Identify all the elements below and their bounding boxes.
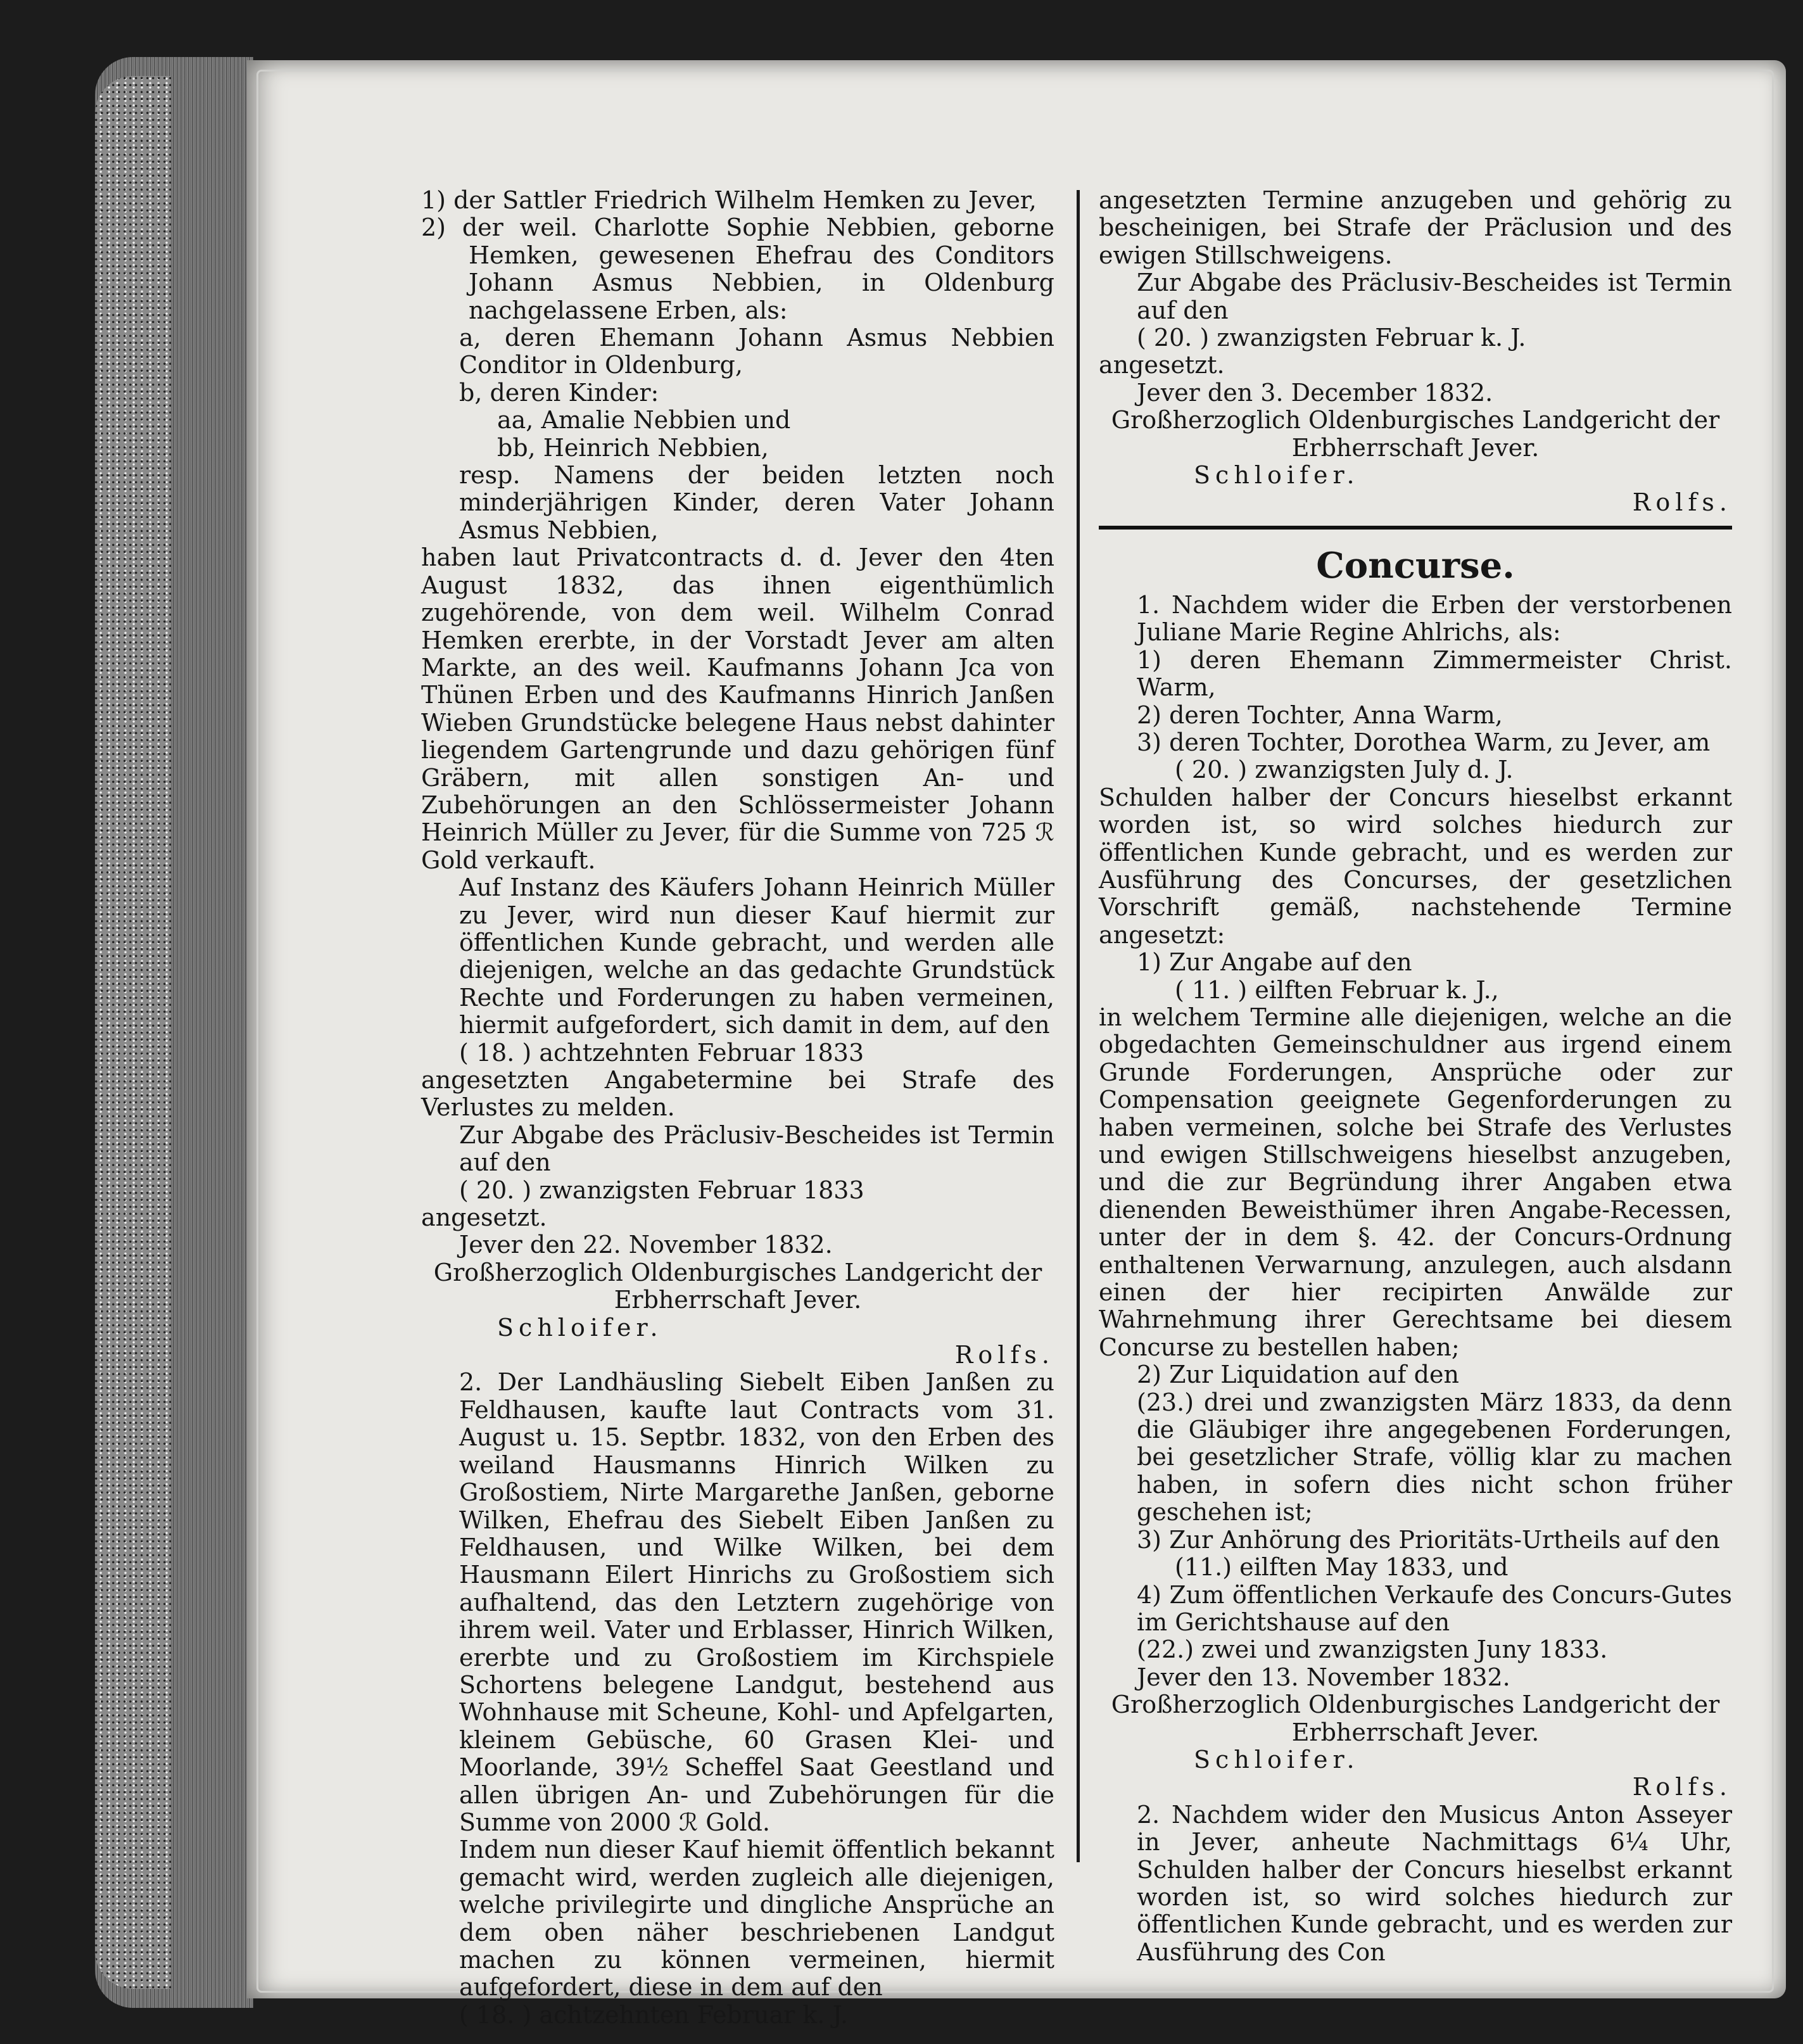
- text-paragraph: in welchem Termine alle diejenigen, welche an die obgedachten Gemeinschuldner aus irgend einem Grunde Forderungen, Ansprüche oder zur Compensation geeignete Gegenforderungen zu haben vermeinen, solche bei Strafe des Verlustes und ewigen Stillschweigens hieselbst anzugeben, und die zur Begründung ihrer Angaben etwa dienenden Beweisthümer ihren Angabe-Recessen, unter der in dem §. 42. der Concurs-Ordnung enthaltenen Verwarnung, anzulegen, auch alsdann einen der hier recipirten Anwälde zur Wahrnehmung ihrer Gerechtsame bei diesem Concurse zu bestellen haben;: [1099, 1003, 1732, 1361]
- text-paragraph: 3) deren Tochter, Dorothea Warm, zu Jever, am: [1137, 728, 1711, 756]
- text-paragraph: (22.) zwei und zwanzigsten Juny 1833.: [1137, 1635, 1608, 1664]
- text-paragraph: ( 18. ) achtzehnten Februar 1833: [459, 1038, 864, 1067]
- text-paragraph: 2. Der Landhäusling Siebelt Eiben Janßen zu Feldhausen, kaufte laut Contracts vom 31. August u. 15. Septbr. 1832, von den Erben des weiland Hausmanns Hinrich Wilken zu Großostiem, Nirte Margarethe Janßen, geborne Wilken, Ehefrau des Siebelt Eiben Janßen zu Feldhausen, und Wilke Wilken, bei dem Hausmann Eilert Hinrichs zu Großostiem sich aufhaltend, das den Letztern zugehörige von ihrem weil. Vater und Erblasser, Hinrich Wilken, ererbte und zu Großostiem im Kirchspiele Schortens belegene Landgut, bestehend aus Wohnhause mit Scheune, Kohl- und Apfelgarten, kleinem Gebüsche, 60 Grasen Klei- und Moorlande, 39½ Scheffel Saat Geestland und allen übrigen An- und Zubehörungen für die Summe von 2000 ℛ Gold.: [459, 1368, 1054, 1836]
- text-paragraph: 2) Zur Liquidation auf den: [1137, 1361, 1459, 1389]
- text-paragraph: Auf Instanz des Käufers Johann Heinrich Müller zu Jever, wird nun dieser Kauf hiermit zur öffentlichen Kunde gebracht, und werden alle diejenigen, welche an das gedachte Grundstück Rechte und Forderungen zu haben vermeinen, hiermit aufgefordert, sich damit in dem, auf den: [459, 873, 1054, 1039]
- right-column-concurse-section: [1099, 592, 1732, 1966]
- text-paragraph: ( 20. ) zwanzigsten Februar 1833: [459, 1176, 864, 1204]
- text-paragraph: Rolfs.: [1632, 488, 1732, 517]
- section-heading: Concurse.: [1316, 544, 1515, 587]
- text-paragraph: ( 20. ) zwanzigsten Februar k. J.: [1137, 324, 1526, 352]
- text-paragraph: angesetzten Angabetermine bei Strafe des Verlustes zu melden.: [421, 1066, 1054, 1122]
- text-paragraph: Schloifer.: [1194, 461, 1360, 490]
- text-paragraph: Indem nun dieser Kauf hiemit öffentlich bekannt gemacht wird, werden zugleich alle diejenigen, welche privilegirte und dingliche Ansprüche an dem oben näher beschriebenen Landgut machen zu können vermeinen, hiermit aufgefordert, diese in dem auf den: [459, 1836, 1054, 2002]
- text-paragraph: Zur Abgabe des Präclusiv-Bescheides ist Termin auf den: [1137, 269, 1732, 324]
- text-paragraph: resp. Namens der beiden letzten noch minderjährigen Kinder, deren Vater Johann Asmus Nebbien,: [459, 461, 1054, 544]
- text-paragraph: 1) der Sattler Friedrich Wilhelm Hemken zu Jever,: [421, 186, 1037, 214]
- text-paragraph: 2) der weil. Charlotte Sophie Nebbien, geborne Hemken, gewesenen Ehefrau des Conditors Johann Asmus Nebbien, in Oldenburg nachgelassene Erben, als:: [421, 213, 1054, 324]
- text-paragraph: ( 20. ) zwanzigsten July d. J.: [1175, 756, 1514, 784]
- text-paragraph: Großherzoglich Oldenburgisches Landgericht der Erbherrschaft Jever.: [1111, 406, 1720, 462]
- text-paragraph: 1. Nachdem wider die Erben der verstorbenen Juliane Marie Regine Ahlrichs, als:: [1137, 590, 1732, 647]
- text-paragraph: angesetzt.: [421, 1203, 547, 1232]
- text-paragraph: Zur Abgabe des Präclusiv-Bescheides ist Termin auf den: [459, 1120, 1054, 1177]
- text-paragraph: Großherzoglich Oldenburgisches Landgericht der Erbherrschaft Jever.: [433, 1258, 1042, 1314]
- text-paragraph: Rolfs.: [954, 1341, 1054, 1369]
- text-paragraph: angesetzt.: [1099, 351, 1225, 379]
- book-marbled-edge: [95, 76, 171, 1989]
- text-paragraph: 2. Nachdem wider den Musicus Anton Asseyer in Jever, anheute Nachmittags 6¼ Uhr, Schulden halber der Concurs hieselbst erkannt worden ist, so wird solches hiedurch zur öffentlichen Kunde gebracht, und es werden zur Ausführung des Con: [1137, 1800, 1732, 1966]
- text-paragraph: (11.) eilften May 1833, und: [1175, 1553, 1509, 1582]
- text-paragraph: Jever den 13. November 1832.: [1137, 1663, 1510, 1691]
- text-paragraph: Schulden halber der Concurs hieselbst erkannt worden ist, so wird solches hiedurch zur öffentlichen Kunde gebracht, und es werden zur Ausführung des Concurses, der gesetzlichen Vorschrift gemäß, nachstehende Termine angesetzt:: [1099, 783, 1732, 949]
- right-column-top-section: [1099, 187, 1732, 517]
- text-paragraph: 4) Zum öffentlichen Verkaufe des Concurs-Gutes im Gerichtshause auf den: [1137, 1580, 1732, 1636]
- text-paragraph: 2) deren Tochter, Anna Warm,: [1137, 701, 1503, 729]
- right-column: [1099, 187, 1732, 1966]
- text-paragraph: Rolfs.: [1632, 1773, 1732, 1801]
- text-paragraph: b, deren Kinder:: [459, 378, 659, 407]
- text-paragraph: Schloifer.: [1194, 1745, 1360, 1774]
- text-paragraph: 3) Zur Anhörung des Prioritäts-Urtheils auf den: [1137, 1525, 1720, 1554]
- text-paragraph: ( 18. ) achtzehnten Februar k. J.: [459, 2000, 848, 2029]
- column-divider: [1077, 190, 1080, 1862]
- text-paragraph: bb, Heinrich Nebbien,: [497, 433, 769, 462]
- text-paragraph: a, deren Ehemann Johann Asmus Nebbien Conditor in Oldenburg,: [459, 324, 1054, 379]
- section-rule: [1099, 526, 1732, 530]
- text-paragraph: (23.) drei und zwanzigsten März 1833, da denn die Gläubiger ihre angegebenen Forderungen, bei gesetzlicher Strafe, völlig klar zu machen haben, in sofern dies nicht schon früher geschehen ist;: [1137, 1388, 1732, 1527]
- text-paragraph: haben laut Privatcontracts d. d. Jever den 4ten August 1832, das ihnen eigenthümlich zugehörende, von dem weil. Wilhelm Conrad Hemken ererbte, in der Vorstadt Jever am alten Markte, an des weil. Kaufmanns Johann Jca von Thünen Erben und des Kaufmanns Hinrich Janßen Wieben Grundstücke belegene Haus nebst dahinter liegendem Gartengrunde und dazu gehörigen fünf Gräbern, mit allen sonstigen An- und Zubehörungen an den Schlössermeister Johann Heinrich Müller zu Jever, für die Summe von 725 ℛ Gold verkauft.: [421, 543, 1054, 874]
- text-paragraph: angesetzten Termine anzugeben und gehörig zu bescheinigen, bei Strafe der Präclusion und des ewigen Stillschweigens.: [1099, 186, 1732, 269]
- text-paragraph: Schloifer.: [497, 1313, 663, 1342]
- text-paragraph: 1) deren Ehemann Zimmermeister Christ. Warm,: [1137, 645, 1732, 702]
- text-paragraph: 1) Zur Angabe auf den: [1137, 948, 1412, 977]
- text-paragraph: Großherzoglich Oldenburgisches Landgericht der Erbherrschaft Jever.: [1111, 1691, 1720, 1746]
- left-column: [421, 187, 1054, 2029]
- text-paragraph: Jever den 3. December 1832.: [1137, 378, 1493, 407]
- text-paragraph: aa, Amalie Nebbien und: [497, 406, 791, 435]
- text-paragraph: Jever den 22. November 1832.: [459, 1231, 833, 1259]
- text-paragraph: ( 11. ) eilften Februar k. J.,: [1175, 975, 1499, 1004]
